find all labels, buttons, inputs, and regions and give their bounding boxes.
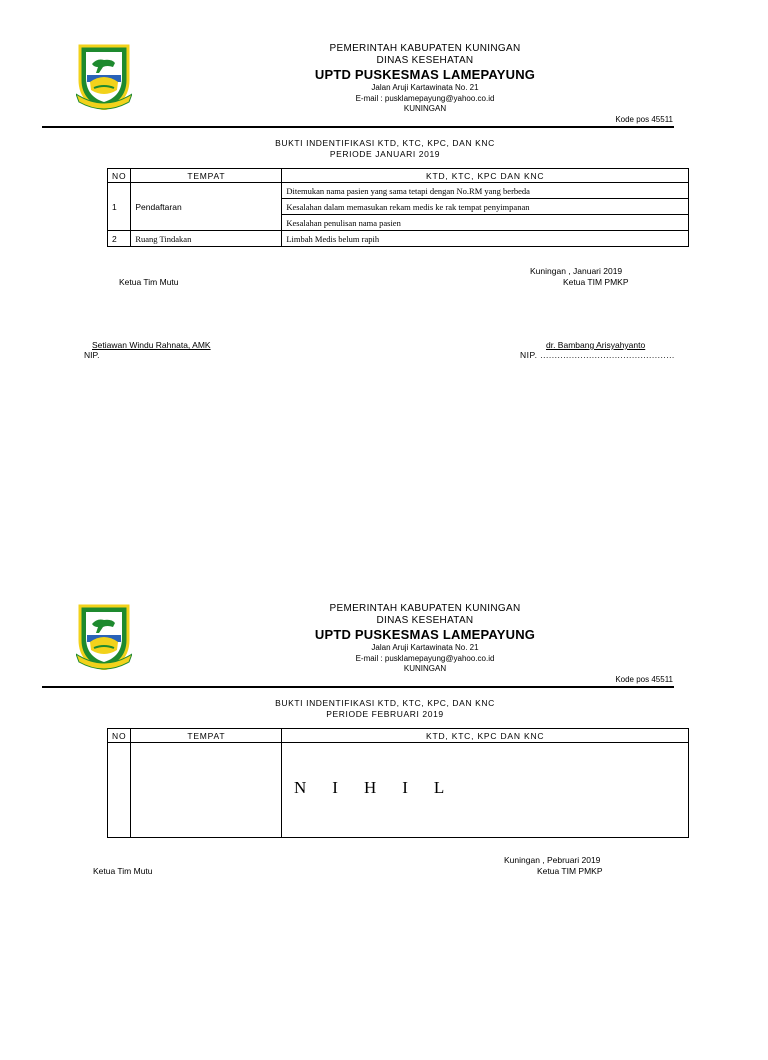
table-row [108,183,689,199]
table-header-row [108,729,689,743]
kuningan-crest-icon [76,42,132,110]
incident-table [107,168,689,247]
row-place: Pendaftaran [131,183,282,231]
letterhead-government: PEMERINTAH KABUPATEN KUNINGAN [329,603,521,614]
left-signer-role: Ketua Tim Mutu [93,866,153,876]
header-divider [42,126,674,128]
row-place: Ruang Tindakan [131,231,282,247]
document-title: BUKTI INDENTIFIKASI KTD, KTC, KPC, DAN KNC [275,138,495,148]
table-header-row [108,169,689,183]
document-title: BUKTI INDENTIFIKASI KTD, KTC, KPC, DAN KNC [275,698,495,708]
document-januari [0,0,768,500]
letterhead-institution: UPTD PUSKESMAS LAMEPAYUNG [314,627,536,642]
row-item: Limbah Medis belum rapih [282,231,689,247]
signature-date: Kuningan , Pebruari 2019 [504,855,601,865]
right-signer-nip: NIP. ............................................... [520,350,675,360]
postal-code: Kode pos 45511 [615,675,673,684]
letterhead-department: DINAS KESEHATAN [376,615,474,626]
row-item: Ditemukan nama pasien yang sama tetapi dengan No.RM yang berbeda [282,183,689,199]
document-februari [0,560,768,1060]
letterhead-city: KUNINGAN [403,664,447,673]
header-ktd: KTD, KTC, KPC DAN KNC [282,169,689,183]
left-signer-name: Setiawan Windu Rahnata, AMK [92,340,211,350]
letterhead-city: KUNINGAN [403,104,447,113]
letterhead-address: Jalan Aruji Kartawinata No. 21 [371,643,479,652]
table-row [108,231,689,247]
row-place [131,743,282,838]
document-period: PERIODE FEBRUARI 2019 [326,709,444,719]
document-period: PERIODE JANUARI 2019 [329,149,441,159]
row-no [108,743,131,838]
right-signer-name: dr. Bambang Arisyahyanto [546,340,646,350]
postal-code: Kode pos 45511 [615,115,673,124]
header-place: TEMPAT [131,729,282,743]
signature-date: Kuningan , Januari 2019 [530,266,623,276]
kuningan-crest-icon [76,602,132,670]
row-item: Kesalahan dalam memasukan rekam medis ke rak tempat penyimpanan [282,199,689,215]
left-signer-role: Ketua Tim Mutu [119,277,179,287]
letterhead-government: PEMERINTAH KABUPATEN KUNINGAN [329,43,521,54]
right-signer-role: Ketua TIM PMKP [563,277,629,287]
left-signer-nip: NIP. [84,350,100,360]
letterhead-institution: UPTD PUSKESMAS LAMEPAYUNG [314,67,536,82]
letterhead-address: Jalan Aruji Kartawinata No. 21 [371,83,479,92]
header-place: TEMPAT [131,169,282,183]
header-divider [42,686,674,688]
header-ktd: KTD, KTC, KPC DAN KNC [282,729,689,743]
row-no: 1 [108,183,131,231]
letterhead-email: E-mail : pusklamepayung@yahoo.co.id [355,94,495,103]
letterhead-department: DINAS KESEHATAN [376,55,474,66]
header-no: NO [108,169,131,183]
row-no: 2 [108,231,131,247]
right-signer-role: Ketua TIM PMKP [537,866,603,876]
header-no: NO [108,729,131,743]
row-item: Kesalahan penulisan nama pasien [282,215,689,231]
nihil-text: NIHIL [294,778,471,797]
letterhead-email: E-mail : pusklamepayung@yahoo.co.id [355,654,495,663]
